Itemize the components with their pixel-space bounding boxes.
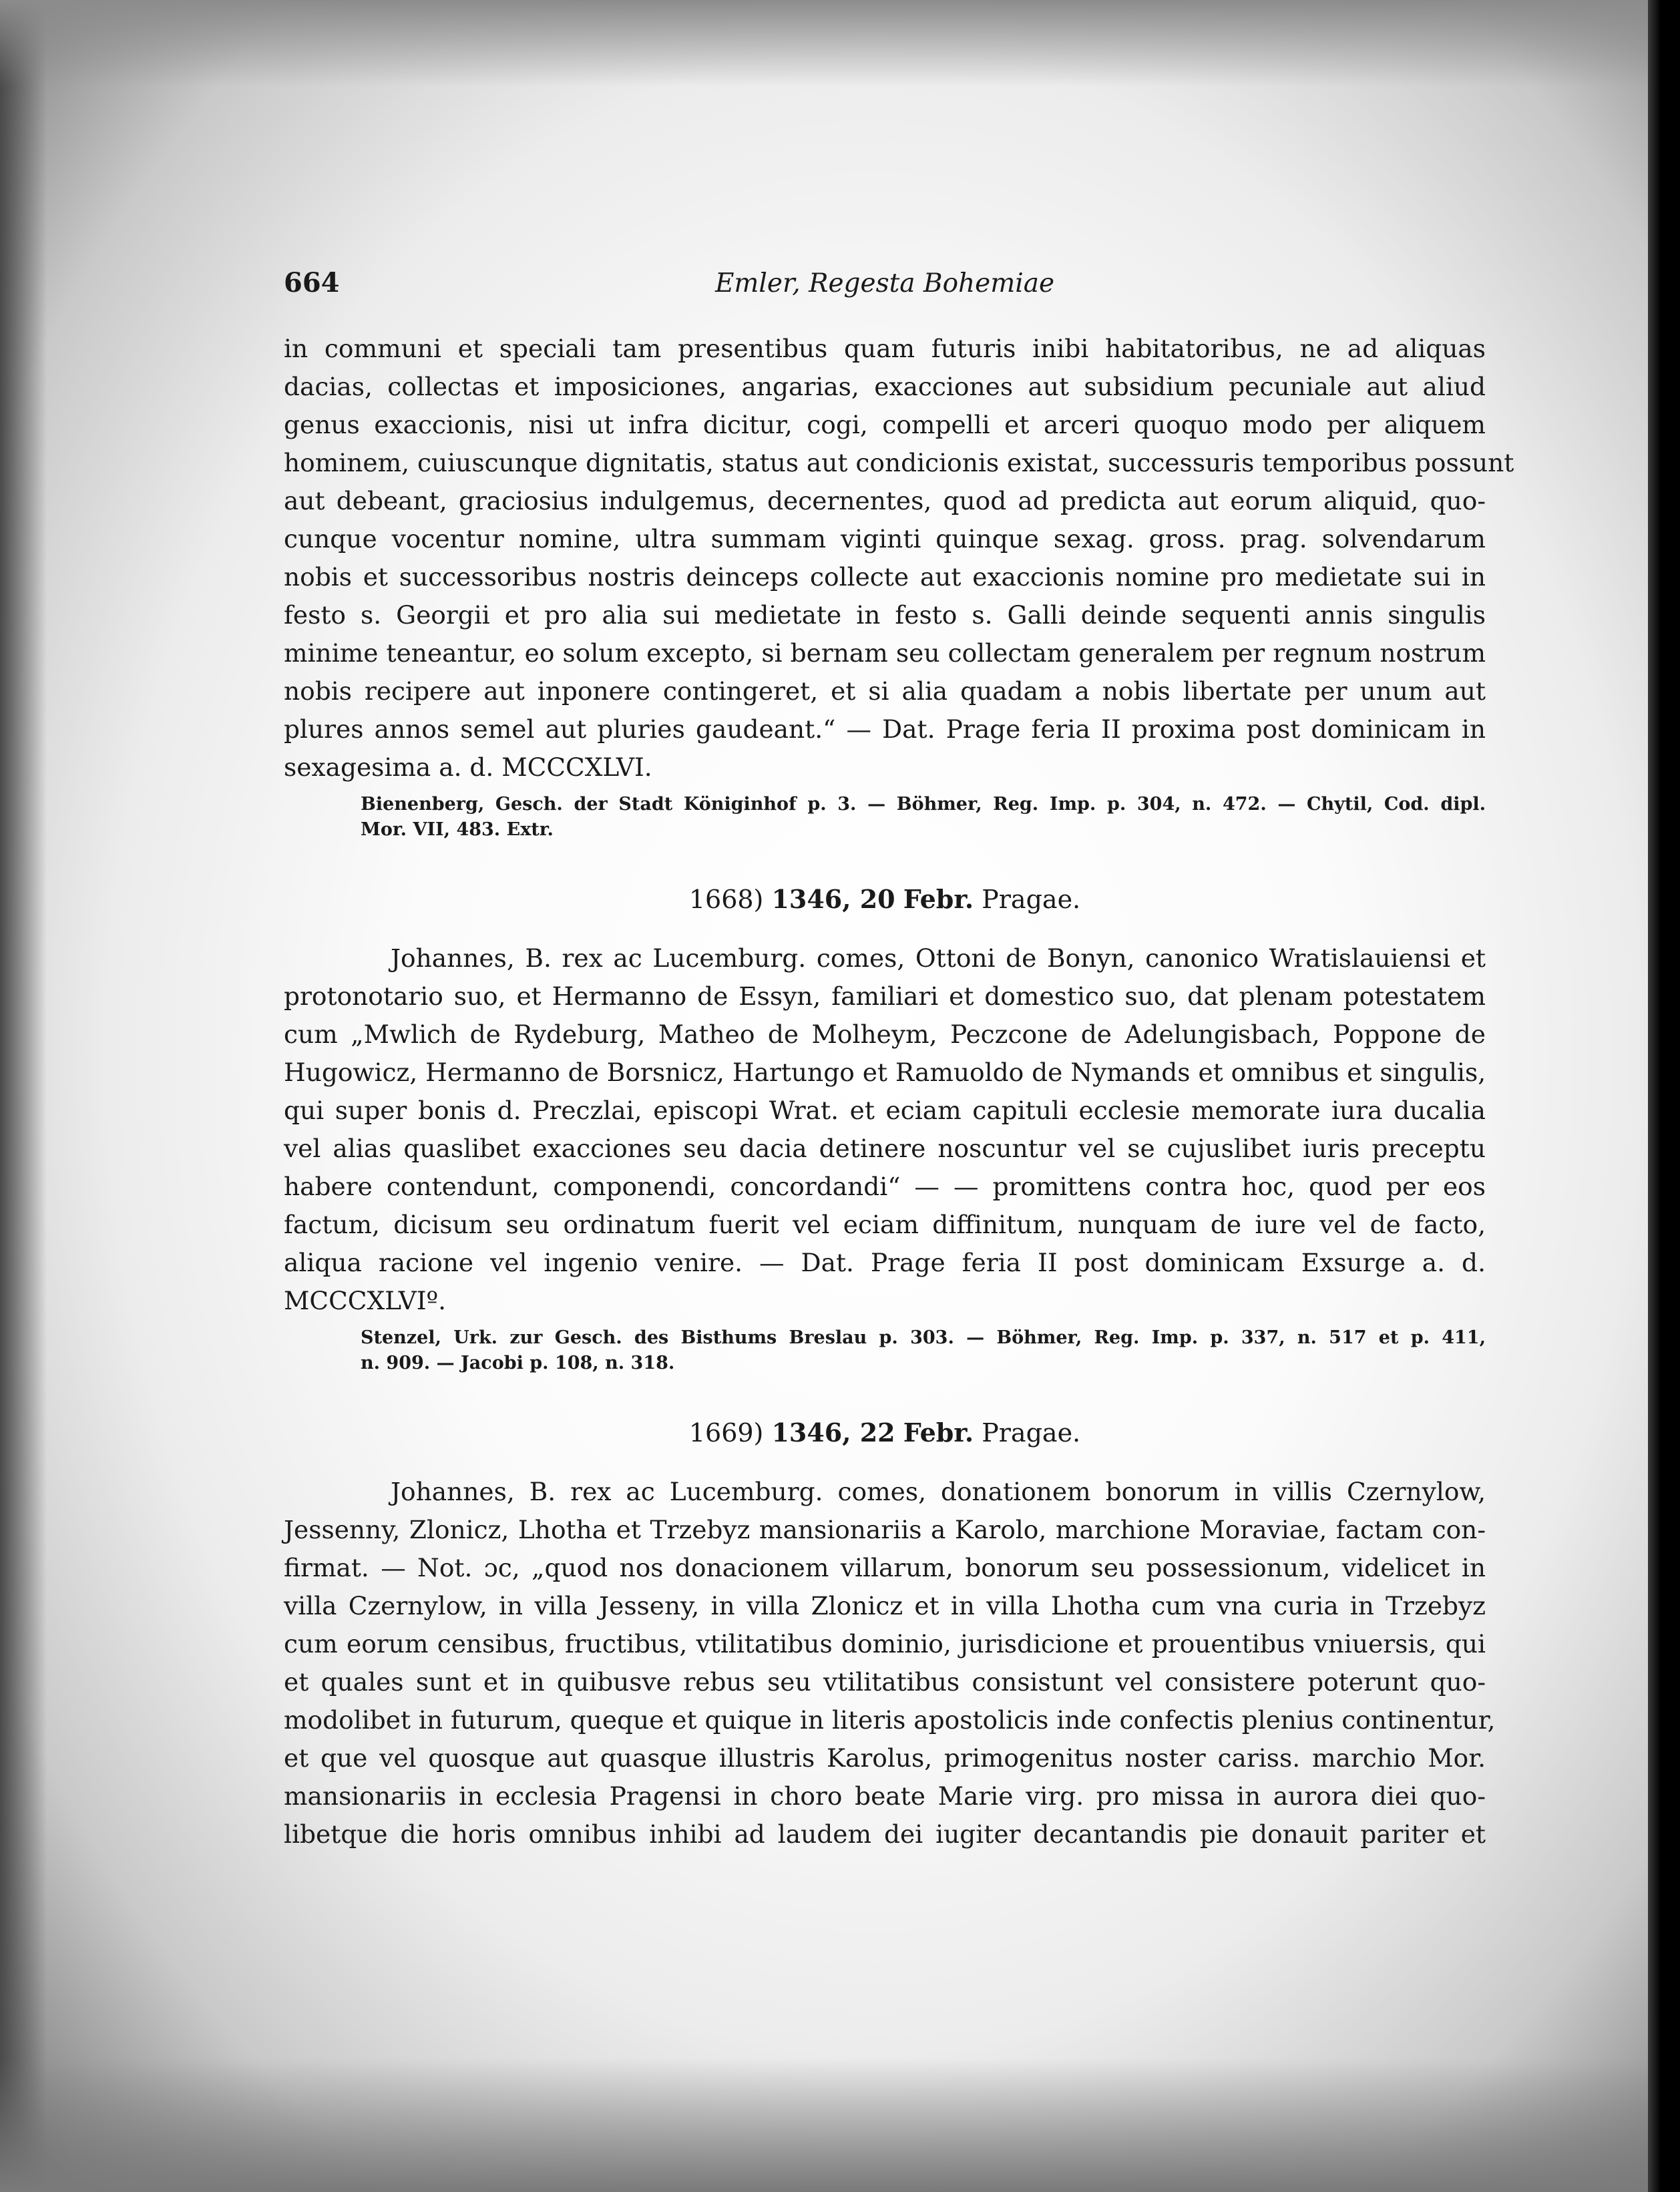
text-line: Jessenny, Zlonicz, Lhotha et Trzebyz mansionariis a Karolo, marchione Moraviae, factam con- [284, 1515, 1486, 1544]
text-line: factum, dicisum seu ordinatum fuerit vel eciam diffinitum, nunquam de iure vel de facto, [284, 1210, 1486, 1239]
text-line: nobis et successoribus nostris deinceps collecte aut exaccionis nomine pro medietate sui in [284, 562, 1486, 592]
text-line: firmat. — Not. ɔc, „quod nos donacionem villarum, bonorum seu possessionum, videlicet in [284, 1553, 1486, 1582]
scan-shadow-bottom [0, 2058, 1680, 2192]
text-line: cum eorum censibus, fructibus, vtilitatibus dominio, jurisdicione et prouentibus vniuersis, qui [284, 1629, 1486, 1659]
running-title: Emler, Regesta Bohemiae [714, 268, 1055, 298]
text-line: qui super bonis d. Preczlai, episcopi Wrat. et eciam capituli ecclesie memorate iura ducalia [284, 1096, 1486, 1125]
reference-line: n. 909. — Jacobi p. 108, n. 318. [361, 1353, 675, 1373]
text-line: villa Czernylow, in villa Jesseny, in villa Zlonicz et in villa Lhotha cum vna curia in Trzebyz [284, 1591, 1486, 1620]
text-line: aliqua racione vel ingenio venire. — Dat. Prage feria II post dominicam Exsurge a. d. [284, 1248, 1486, 1277]
continuation-references [284, 792, 1486, 843]
text-line: habere contendunt, componendi, concordandi“ — — promittens contra hoc, quod per eos [284, 1172, 1486, 1201]
text-line: minime teneantur, eo solum excepto, si bernam seu collectam generalem per regnum nostrum [284, 638, 1486, 668]
entry-1668-references [284, 1325, 1486, 1376]
text-line: plures annos semel aut pluries gaudeant.“ — Dat. Prage feria II proxima post dominicam in [284, 714, 1486, 744]
text-line: dacias, collectas et imposiciones, angarias, exacciones aut subsidium pecuniale aut aliud [284, 372, 1486, 401]
text-line: MCCCXLVIº. [284, 1286, 447, 1315]
entry-date: 1346, 20 [771, 884, 895, 914]
text-line: aut debeant, graciosius indulgemus, decernentes, quod ad predicta aut eorum aliquid, quo- [284, 486, 1486, 515]
text-line: libetque die horis omnibus inhibi ad laudem dei iugiter decantandis pie donauit pariter et [284, 1819, 1486, 1849]
page-header [284, 267, 1486, 304]
entry-number: 1668) [688, 885, 764, 914]
text-line: vel alias quaslibet exacciones seu dacia detinere noscuntur vel se cujuslibet iuris preceptu [284, 1134, 1486, 1163]
entry-1669-text [284, 1473, 1496, 1853]
entry-place: Pragae. [982, 1418, 1081, 1448]
text-line: genus exaccionis, nisi ut infra dicitur, cogi, compelli et arceri quoquo modo per aliquem [284, 410, 1486, 439]
page-number: 664 [284, 267, 340, 298]
reference-line: Bienenberg, Gesch. der Stadt Königinhof p. 3. — Böhmer, Reg. Imp. p. 304, n. 472. — Chytil, Cod. dipl. [361, 794, 1486, 815]
continuation-text [284, 330, 1514, 787]
book-page [284, 267, 1514, 1853]
entry-month: Febr. [903, 1417, 974, 1448]
text-line: festo s. Georgii et pro alia sui medietate in festo s. Galli deinde sequenti annis singulis [284, 600, 1486, 630]
reference-line: Stenzel, Urk. zur Gesch. des Bisthums Breslau p. 303. — Böhmer, Reg. Imp. p. 337, n. 517 et p. 411, [361, 1327, 1486, 1348]
reference-line: Mor. VII, 483. Extr. [361, 819, 554, 840]
text-line: Hugowicz, Hermanno de Borsnicz, Hartungo et Ramuoldo de Nymands et omnibus et singulis, [284, 1058, 1486, 1087]
scan-shadow-top [0, 0, 1680, 87]
entry-date: 1346, 22 [771, 1417, 895, 1448]
text-line: modolibet in futurum, queque et quique in literis apostolicis inde confectis plenius continentur, [284, 1705, 1496, 1735]
text-line: Johannes, B. rex ac Lucemburg. comes, Ottoni de Bonyn, canonico Wratislauiensi et [391, 943, 1486, 973]
text-line: hominem, cuiuscunque dignitatis, status aut condicionis existat, successuris temporibus possunt [284, 448, 1514, 477]
scan-shadow-left [0, 0, 47, 2192]
entry-number: 1669) [688, 1418, 764, 1448]
text-line: nobis recipere aut inponere contingeret, et si alia quadam a nobis libertate per unum aut [284, 676, 1486, 706]
text-line: in communi et speciali tam presentibus quam futuris inibi habitatoribus, ne ad aliquas [284, 334, 1486, 363]
text-line: mansionariis in ecclesia Pragensi in choro beate Marie virg. pro missa in aurora diei quo- [284, 1781, 1486, 1811]
entry-month: Febr. [903, 884, 974, 914]
text-line: cum „Mwlich de Rydeburg, Matheo de Molheym, Peczcone de Adelungisbach, Poppone de [284, 1020, 1486, 1049]
text-line: cunque vocentur nomine, ultra summam viginti quinque sexag. gross. prag. solvendarum [284, 524, 1486, 554]
entry-place: Pragae. [982, 885, 1081, 914]
entry-1668-heading [284, 884, 1486, 914]
text-line: Johannes, B. rex ac Lucemburg. comes, donationem bonorum in villis Czernylow, [391, 1477, 1486, 1506]
text-line: sexagesima a. d. MCCCXLVI. [284, 752, 652, 782]
entry-1669-heading [284, 1417, 1486, 1448]
entry-1668-text [284, 939, 1486, 1320]
text-line: et quales sunt et in quibusve rebus seu vtilitatibus consistunt vel consistere poterunt quo- [284, 1667, 1486, 1697]
text-line: protonotario suo, et Hermanno de Essyn, familiari et domestico suo, dat plenam potestatem [284, 981, 1486, 1011]
scan-border-right [1648, 0, 1680, 2192]
text-line: et que vel quosque aut quasque illustris Karolus, primogenitus noster cariss. marchio Mor. [284, 1743, 1486, 1773]
